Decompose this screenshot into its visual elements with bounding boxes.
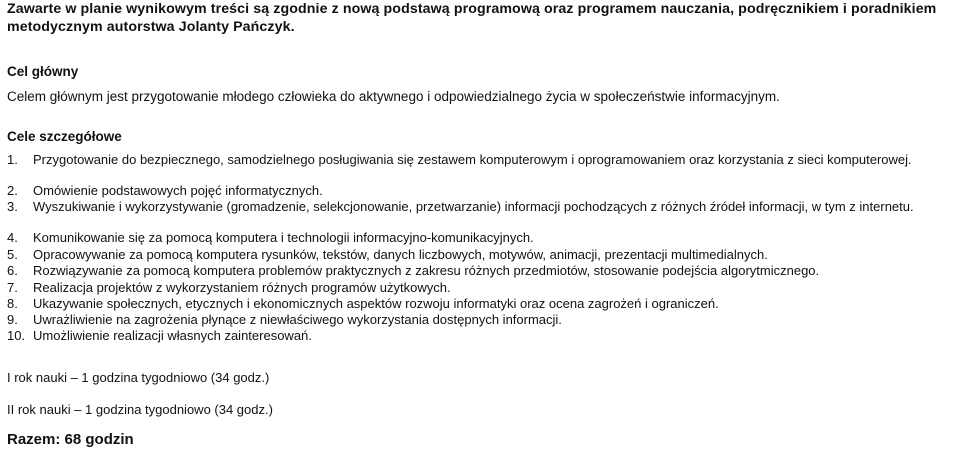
goal-text: Przygotowanie do bezpiecznego, samodzielnego posługiwania się zestawem komputerowym i oprogramowaniem oraz korzystania z sieci komputerowej. <box>33 152 912 167</box>
goal-item <box>7 328 947 345</box>
goal-number: 10. <box>7 328 26 343</box>
hours-year-2: II rok nauki – 1 godzina tygodniowo (34 godz.) <box>7 402 273 417</box>
goal-text: Uwrażliwienie na zagrożenia płynące z niewłaściwego wykorzystania dostępnych informacji. <box>33 312 562 327</box>
main-goal-heading: Cel główny <box>7 64 79 79</box>
goal-text: Omówienie podstawowych pojęć informatycznych. <box>33 183 323 198</box>
goal-item <box>7 280 947 297</box>
goal-item <box>7 247 947 264</box>
goal-text: Wyszukiwanie i wykorzystywanie (gromadzenie, selekcjonowanie, przetwarzanie) informacji pochodzących z różnych źródeł informacji, w tym z internetu. <box>33 199 914 214</box>
goal-item <box>7 152 947 169</box>
goal-number: 3. <box>7 199 18 214</box>
goal-item <box>7 296 947 313</box>
goal-number: 2. <box>7 183 18 198</box>
goal-text: Realizacja projektów z wykorzystaniem różnych programów użytkowych. <box>33 280 451 295</box>
hours-total: Razem: 68 godzin <box>7 431 134 448</box>
goal-item <box>7 263 947 280</box>
intro-paragraph: Zawarte w planie wynikowym treści są zgodnie z nową podstawą programową oraz programem nauczania, podręcznikiem i poradnikiem metodycznym autorstwa Jolanty Pańczyk. <box>7 1 937 35</box>
goal-text: Ukazywanie społecznych, etycznych i ekonomicznych aspektów rozwoju informatyki oraz ocena zagrożeń i ograniczeń. <box>33 296 719 311</box>
goal-number: 5. <box>7 247 18 262</box>
goal-item <box>7 230 947 247</box>
main-goal-text: Celem głównym jest przygotowanie młodego człowieka do aktywnego i odpowiedzialnego życia w społeczeństwie informacyjnym. <box>7 89 780 104</box>
goal-item <box>7 199 947 216</box>
goal-number: 4. <box>7 230 18 245</box>
goal-item <box>7 312 947 329</box>
specific-goals-heading: Cele szczegółowe <box>7 129 122 144</box>
goal-number: 7. <box>7 280 18 295</box>
goal-number: 6. <box>7 263 18 278</box>
goal-text: Opracowywanie za pomocą komputera rysunków, tekstów, danych liczbowych, motywów, animacji, prezentacji multimedialnych. <box>33 247 768 262</box>
goal-text: Komunikowanie się za pomocą komputera i technologii informacyjno-komunikacyjnych. <box>33 230 534 245</box>
goal-number: 9. <box>7 312 18 327</box>
goal-text: Umożliwienie realizacji własnych zainteresowań. <box>33 328 312 343</box>
goal-number: 1. <box>7 152 18 167</box>
goal-text: Rozwiązywanie za pomocą komputera problemów praktycznych z zakresu różnych przedmiotów, stosowanie podejścia algorytmicznego. <box>33 263 820 278</box>
goal-number: 8. <box>7 296 18 311</box>
hours-year-1: I rok nauki – 1 godzina tygodniowo (34 godz.) <box>7 370 270 385</box>
goal-item <box>7 183 947 200</box>
